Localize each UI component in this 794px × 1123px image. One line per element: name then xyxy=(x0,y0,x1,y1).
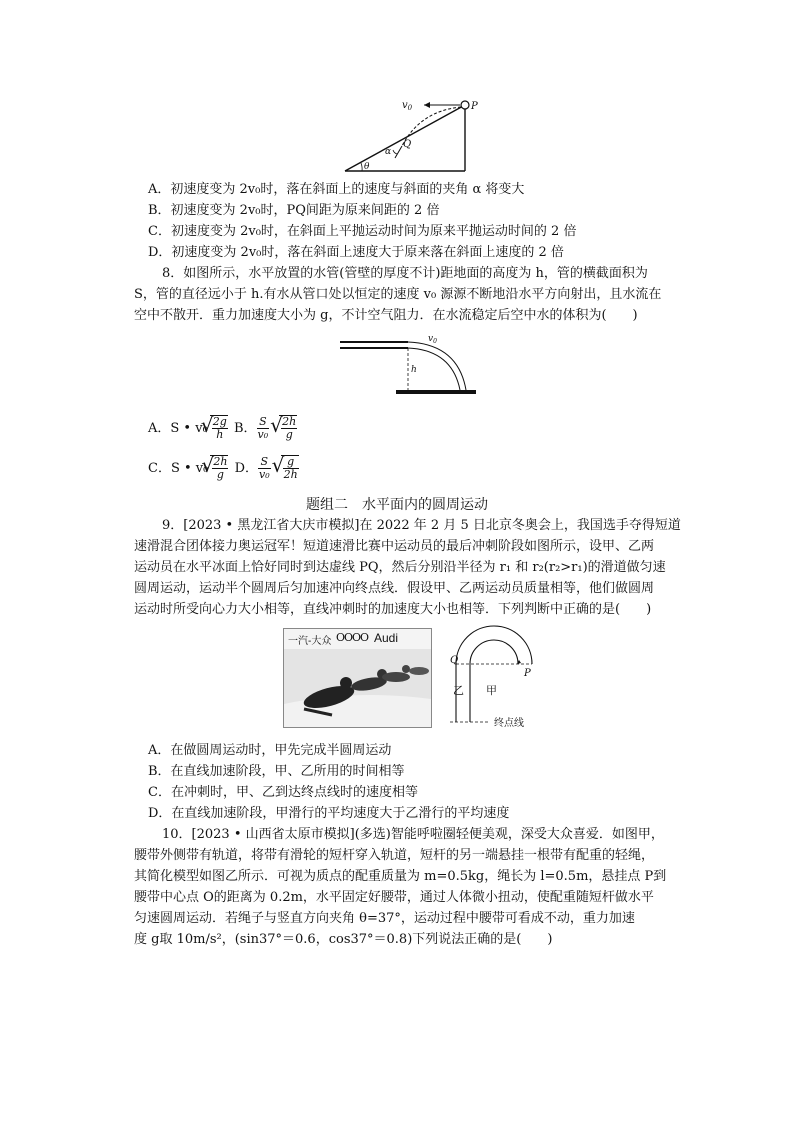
section-title: 题组二 水平面内的圆周运动 xyxy=(306,497,488,513)
q9-line-1: 9．[2023 • 黑龙江省大庆市模拟]在 2022 年 2 月 5 日北京冬奥会上，我国选手夺得短道 xyxy=(162,518,681,533)
q10-line-6: 度 g取 10m/s²，(sin37°＝0.6，cos37°＝0.8)下列说法正确的是( ) xyxy=(134,932,553,947)
q8-line-3: 空中不散开．重力加速度大小为 g，不计空气阻力．在水流稳定后空中水的体积为( ) xyxy=(134,308,638,323)
v0-label: $v_0$ xyxy=(402,100,413,112)
q10-line-2: 腰带外侧带有轨道，将带有滑轮的短杆穿入轨道，短杆的另一端悬挂一根带有配重的轻绳， xyxy=(134,848,655,863)
q9-line-3: 运动员在水平冰面上恰好同时到达虚线 PQ，然后分别沿半径为 r₁ 和 r₂(r₂>r₁)的滑道做匀速 xyxy=(134,560,666,575)
incline-slope xyxy=(345,105,465,171)
q8-line-1: 8．如图所示，水平放置的水管(管壁的厚度不计)距地面的高度为 h，管的横截面积为 xyxy=(162,266,648,281)
q7-option-a: A．初速度变为 2v₀时，落在斜面上的速度与斜面的夹角 α 将变大 xyxy=(148,182,525,197)
brand-text-2: Audi xyxy=(374,631,399,645)
q8-option-d: D． $\frac{S}{\text{v₀}}$ √ $\frac{g}{2h}$ xyxy=(235,461,299,476)
track-diagram xyxy=(450,630,560,730)
incline-figure xyxy=(340,95,478,175)
alpha-label: α xyxy=(385,147,392,157)
q7-option-c: C．初速度变为 2v₀时，在斜面上平抛运动时间为原来平抛运动时间的 2 倍 xyxy=(148,224,577,239)
q9-line-2: 速滑混合团体接力奥运冠军！短道速滑比赛中运动员的最后冲刺阶段如图所示，设甲、乙两 xyxy=(134,539,655,554)
velocity-at-Q xyxy=(395,146,402,158)
ball-P xyxy=(461,101,469,109)
Q-label: Q xyxy=(450,655,459,666)
water-pipe-figure xyxy=(338,334,483,398)
q10-line-1: 10．[2023 • 山西省太原市模拟](多选)智能呼啦圈轻便美观，深受大众喜爱．如图甲， xyxy=(162,827,664,842)
ground xyxy=(396,390,476,394)
h-label: h xyxy=(411,365,417,375)
q10-line-3: 其简化模型如图乙所示．可视为质点的配重质量为 m=0.5kg，绳长为 l=0.5m，悬挂点 P到 xyxy=(134,869,667,884)
theta-label: θ xyxy=(364,162,370,172)
arrow-head xyxy=(424,102,430,108)
inner-lane xyxy=(470,640,518,722)
q9-line-4: 圆周运动，运动半个圆周后匀加速冲向终点线．假设甲、乙两运动员质量相等，他们做圆周 xyxy=(134,581,655,596)
ad-board xyxy=(284,629,431,650)
q10-line-4: 腰带中心点 O的距离为 0.2m，水平固定好腰带，通过人体微小扭动，使配重随短杆做水平 xyxy=(134,890,654,905)
q8-line-2: S，管的直径远小于 h.有水从管口处以恒定的速度 v₀ 源源不断地沿水平方向射出，且水流在 xyxy=(134,287,662,302)
yi-label: 乙 xyxy=(453,684,464,697)
q7-option-b: B．初速度变为 2v₀时，PQ间距为原来间距的 2 倍 xyxy=(148,203,440,218)
Q-label: Q xyxy=(403,139,412,150)
q8-option-a: A．S • v₀ √ $\frac{2g}{h}$ xyxy=(148,421,228,436)
brand-text-1: 一汽-大众 xyxy=(288,636,332,647)
q9-option-b: B．在直线加速阶段，甲、乙所用的时间相等 xyxy=(148,764,405,779)
jia-label: 甲 xyxy=(486,684,497,697)
q9-option-c: C．在冲刺时，甲、乙到达终点线时的速度相等 xyxy=(148,785,418,800)
q9-option-d: D．在直线加速阶段，甲滑行的平均速度大于乙滑行的平均速度 xyxy=(148,806,510,821)
q8-options-row-1 xyxy=(148,415,297,441)
P-label: P xyxy=(524,668,531,679)
skaters-silhouettes xyxy=(284,649,431,727)
rings-logo: OOOO xyxy=(336,631,369,644)
q8-options-row-2 xyxy=(148,455,299,481)
finish-label: 终点线 xyxy=(494,718,524,729)
q9-option-a: A．在做圆周运动时，甲先完成半圆周运动 xyxy=(148,743,392,758)
q10-line-5: 匀速圆周运动．若绳子与竖直方向夹角 θ=37°，运动过程中腰带可看成不动，重力加速 xyxy=(134,911,635,926)
speed-skating-photo xyxy=(283,628,432,728)
q8-option-b: B． $\frac{S}{\text{v₀}}$ √ $\frac{2h}{g}$ xyxy=(234,421,297,436)
q9-line-5: 运动时所受向心力大小相等，直线冲刺时的加速度大小也相等．下列判断中正确的是( ) xyxy=(134,602,652,617)
v0-label: $v_0$ xyxy=(428,334,437,345)
q7-option-d: D．初速度变为 2v₀时，落在斜面上速度大于原来落在斜面上速度的 2 倍 xyxy=(148,245,564,260)
P-label: P xyxy=(471,101,478,112)
q8-option-c: C．S • v₀ √ $\frac{2h}{g}$ xyxy=(148,461,228,476)
